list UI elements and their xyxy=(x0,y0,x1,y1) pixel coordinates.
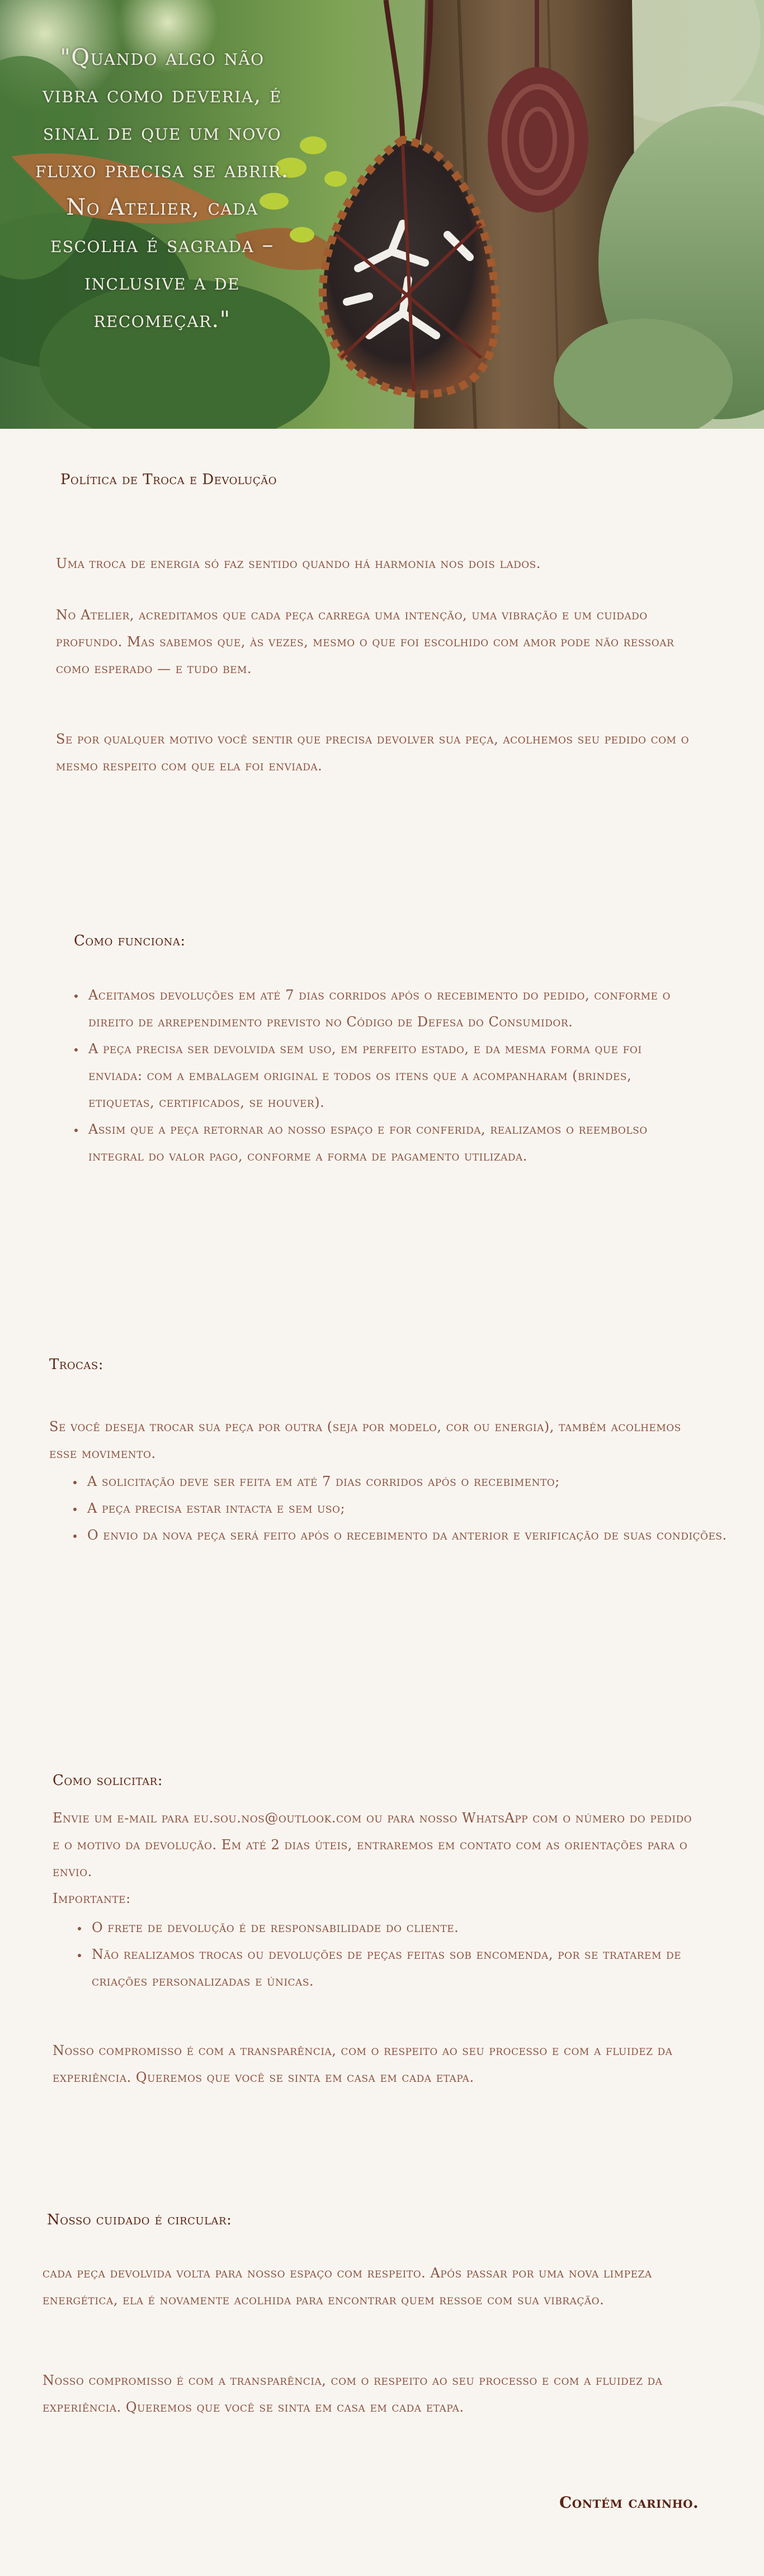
list-item: • Não realizamos trocas ou devoluções de peças feitas sob encomenda, por se tratarem de criações personalizadas e únicas. xyxy=(88,1941,704,1995)
exchanges-intro: Se você deseja trocar sua peça por outra (seja por modelo, cor ou energia), também acolhemos esse movimento. xyxy=(49,1419,681,1461)
how-it-works-list-wrap xyxy=(57,982,689,1169)
request-title: Como solicitar: xyxy=(53,1772,163,1789)
request-list xyxy=(60,1914,704,1995)
list-item: • A peça precisa estar intacta e sem uso; xyxy=(84,1495,727,1522)
request-instructions: Envie um e-mail para eu.sou.nos@outlook.com ou para nosso WhatsApp com o número do pedido e o motivo da devolução. Em até 2 dias úteis, entraremos em contato com as orientações para o envio. xyxy=(53,1810,692,1879)
exchanges-list xyxy=(56,1468,727,1549)
list-item: • Aceitamos devoluções em até 7 dias corridos após o recebimento do pedido, conforme o direito de arrependimento previsto no Código de Defesa do Consumidor. xyxy=(85,982,689,1035)
how-it-works-title: Como funciona: xyxy=(74,932,186,949)
request-commitment: Nosso compromisso é com a transparência, com o respeito ao seu processo e com a fluidez da experiência. Queremos que você se sinta em casa em cada etapa. xyxy=(53,2043,673,2085)
how-it-works-list xyxy=(57,982,689,1169)
hero-quote: "Quando algo não vibra como deveria, é sinal de que um novo fluxo precisa se abrir. No Atelier, cada escolha é sagrada – inclusive a de recomeçar." xyxy=(35,45,289,333)
request-list-wrap xyxy=(60,1914,704,1995)
list-item: • A peça precisa ser devolvida sem uso, em perfeito estado, e da mesma forma que foi enviada: com a embalagem original e todos os itens que a acompanharam (brindes, etiquetas, certificados, se houver). xyxy=(85,1035,689,1116)
list-item: • O frete de devolução é de responsabilidade do cliente. xyxy=(88,1914,704,1941)
list-item: • A solicitação deve ser feita em até 7 dias corridos após o recebimento; xyxy=(84,1468,727,1495)
policy-intro-2: No Atelier, acreditamos que cada peça carrega uma intenção, uma vibração e um cuidado profundo. Mas sabemos que, às vezes, mesmo o que foi escolhido com amor pode não ressoar como esperado — e tudo bem. xyxy=(56,607,675,676)
list-item: • O envio da nova peça será feito após o recebimento da anterior e verificação de suas condições. xyxy=(84,1522,727,1549)
list-item: • Assim que a peça retornar ao nosso espaço e for conferida, realizamos o reembolso integral do valor pago, conforme a forma de pagamento utilizada. xyxy=(85,1116,689,1169)
circular-title: Nosso cuidado é circular: xyxy=(47,2212,232,2228)
exchanges-list-wrap xyxy=(56,1468,727,1549)
policy-title: Política de Troca e Devolução xyxy=(60,471,277,488)
request-important-label: Importante: xyxy=(53,1891,131,1906)
circular-text: cada peça devolvida volta para nosso espaço com respeito. Após passar por uma nova limpeza energética, ela é novamente acolhida para encontrar quem ressoe com sua vibração. xyxy=(43,2265,652,2308)
exchanges-title: Trocas: xyxy=(49,1356,104,1373)
request-text xyxy=(53,1805,696,1912)
circular-commitment: Nosso compromisso é com a transparência, com o respeito ao seu processo e com a fluidez da experiência. Queremos que você se sinta em casa em cada etapa. xyxy=(43,2373,663,2415)
closing-signature: Contém carinho. xyxy=(559,2493,699,2512)
hero-banner xyxy=(0,0,764,429)
policy-intro-3: Se por qualquer motivo você sentir que precisa devolver sua peça, acolhemos seu pedido com o mesmo respeito com que ela foi enviada. xyxy=(56,731,690,774)
policy-intro-1: Uma troca de energia só faz sentido quando há harmonia nos dois lados. xyxy=(56,556,541,571)
